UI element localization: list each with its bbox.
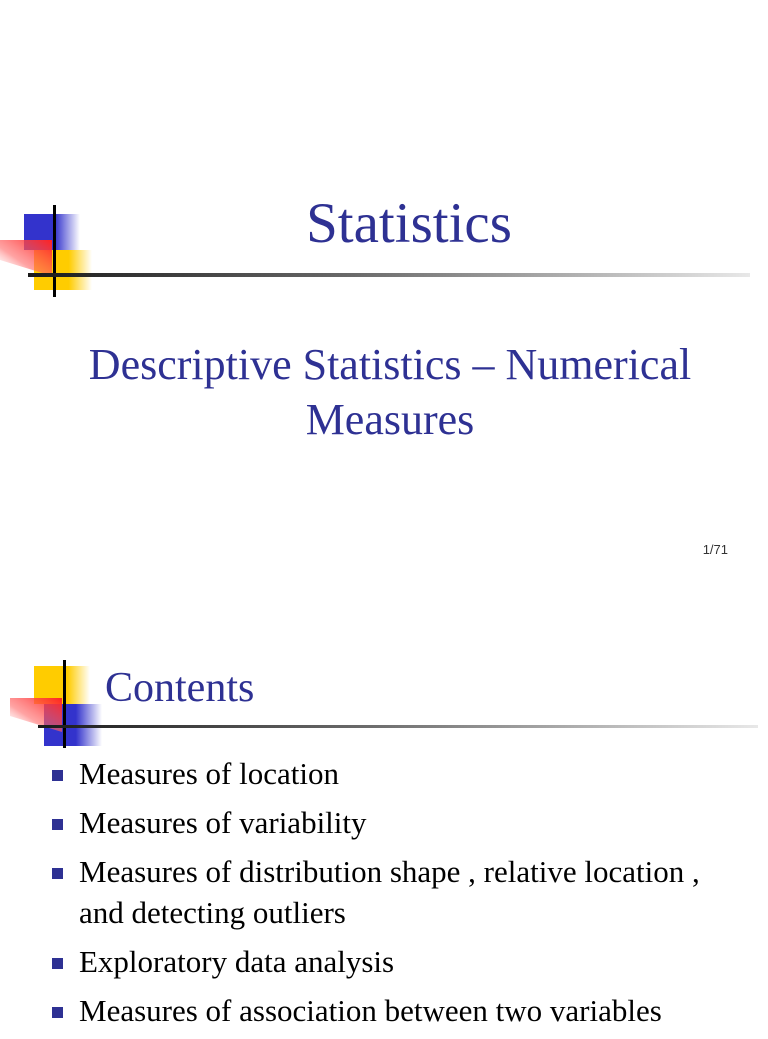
square-bullet-icon <box>52 819 63 830</box>
list-item-text: Exploratory data analysis <box>79 944 395 979</box>
list-item-text: Measures of location <box>79 756 339 791</box>
corner-decoration-icon <box>10 660 110 760</box>
list-item-text: Measures of association between two variables <box>79 993 662 1028</box>
slide-title: Contents <box>105 665 255 711</box>
list-item <box>50 753 740 794</box>
slide-title: Statistics <box>306 192 512 255</box>
list-item-text: Measures of distribution shape , relative location , and detecting outliers <box>79 854 700 930</box>
list-item <box>50 802 740 843</box>
square-bullet-icon <box>52 868 63 879</box>
list-item <box>50 990 740 1031</box>
slide-subtitle: Descriptive Statistics – Numerical Measures <box>88 340 692 444</box>
list-item <box>50 851 740 933</box>
square-bullet-icon <box>52 958 63 969</box>
list-item-text: Measures of variability <box>79 805 367 840</box>
square-bullet-icon <box>52 1007 63 1018</box>
square-bullet-icon <box>52 770 63 781</box>
bullet-list <box>50 753 740 1039</box>
list-item <box>50 941 740 982</box>
slide-2 <box>0 590 768 1028</box>
page-number: 1/71 <box>702 542 728 557</box>
title-underline <box>28 273 750 277</box>
title-underline <box>38 725 758 728</box>
